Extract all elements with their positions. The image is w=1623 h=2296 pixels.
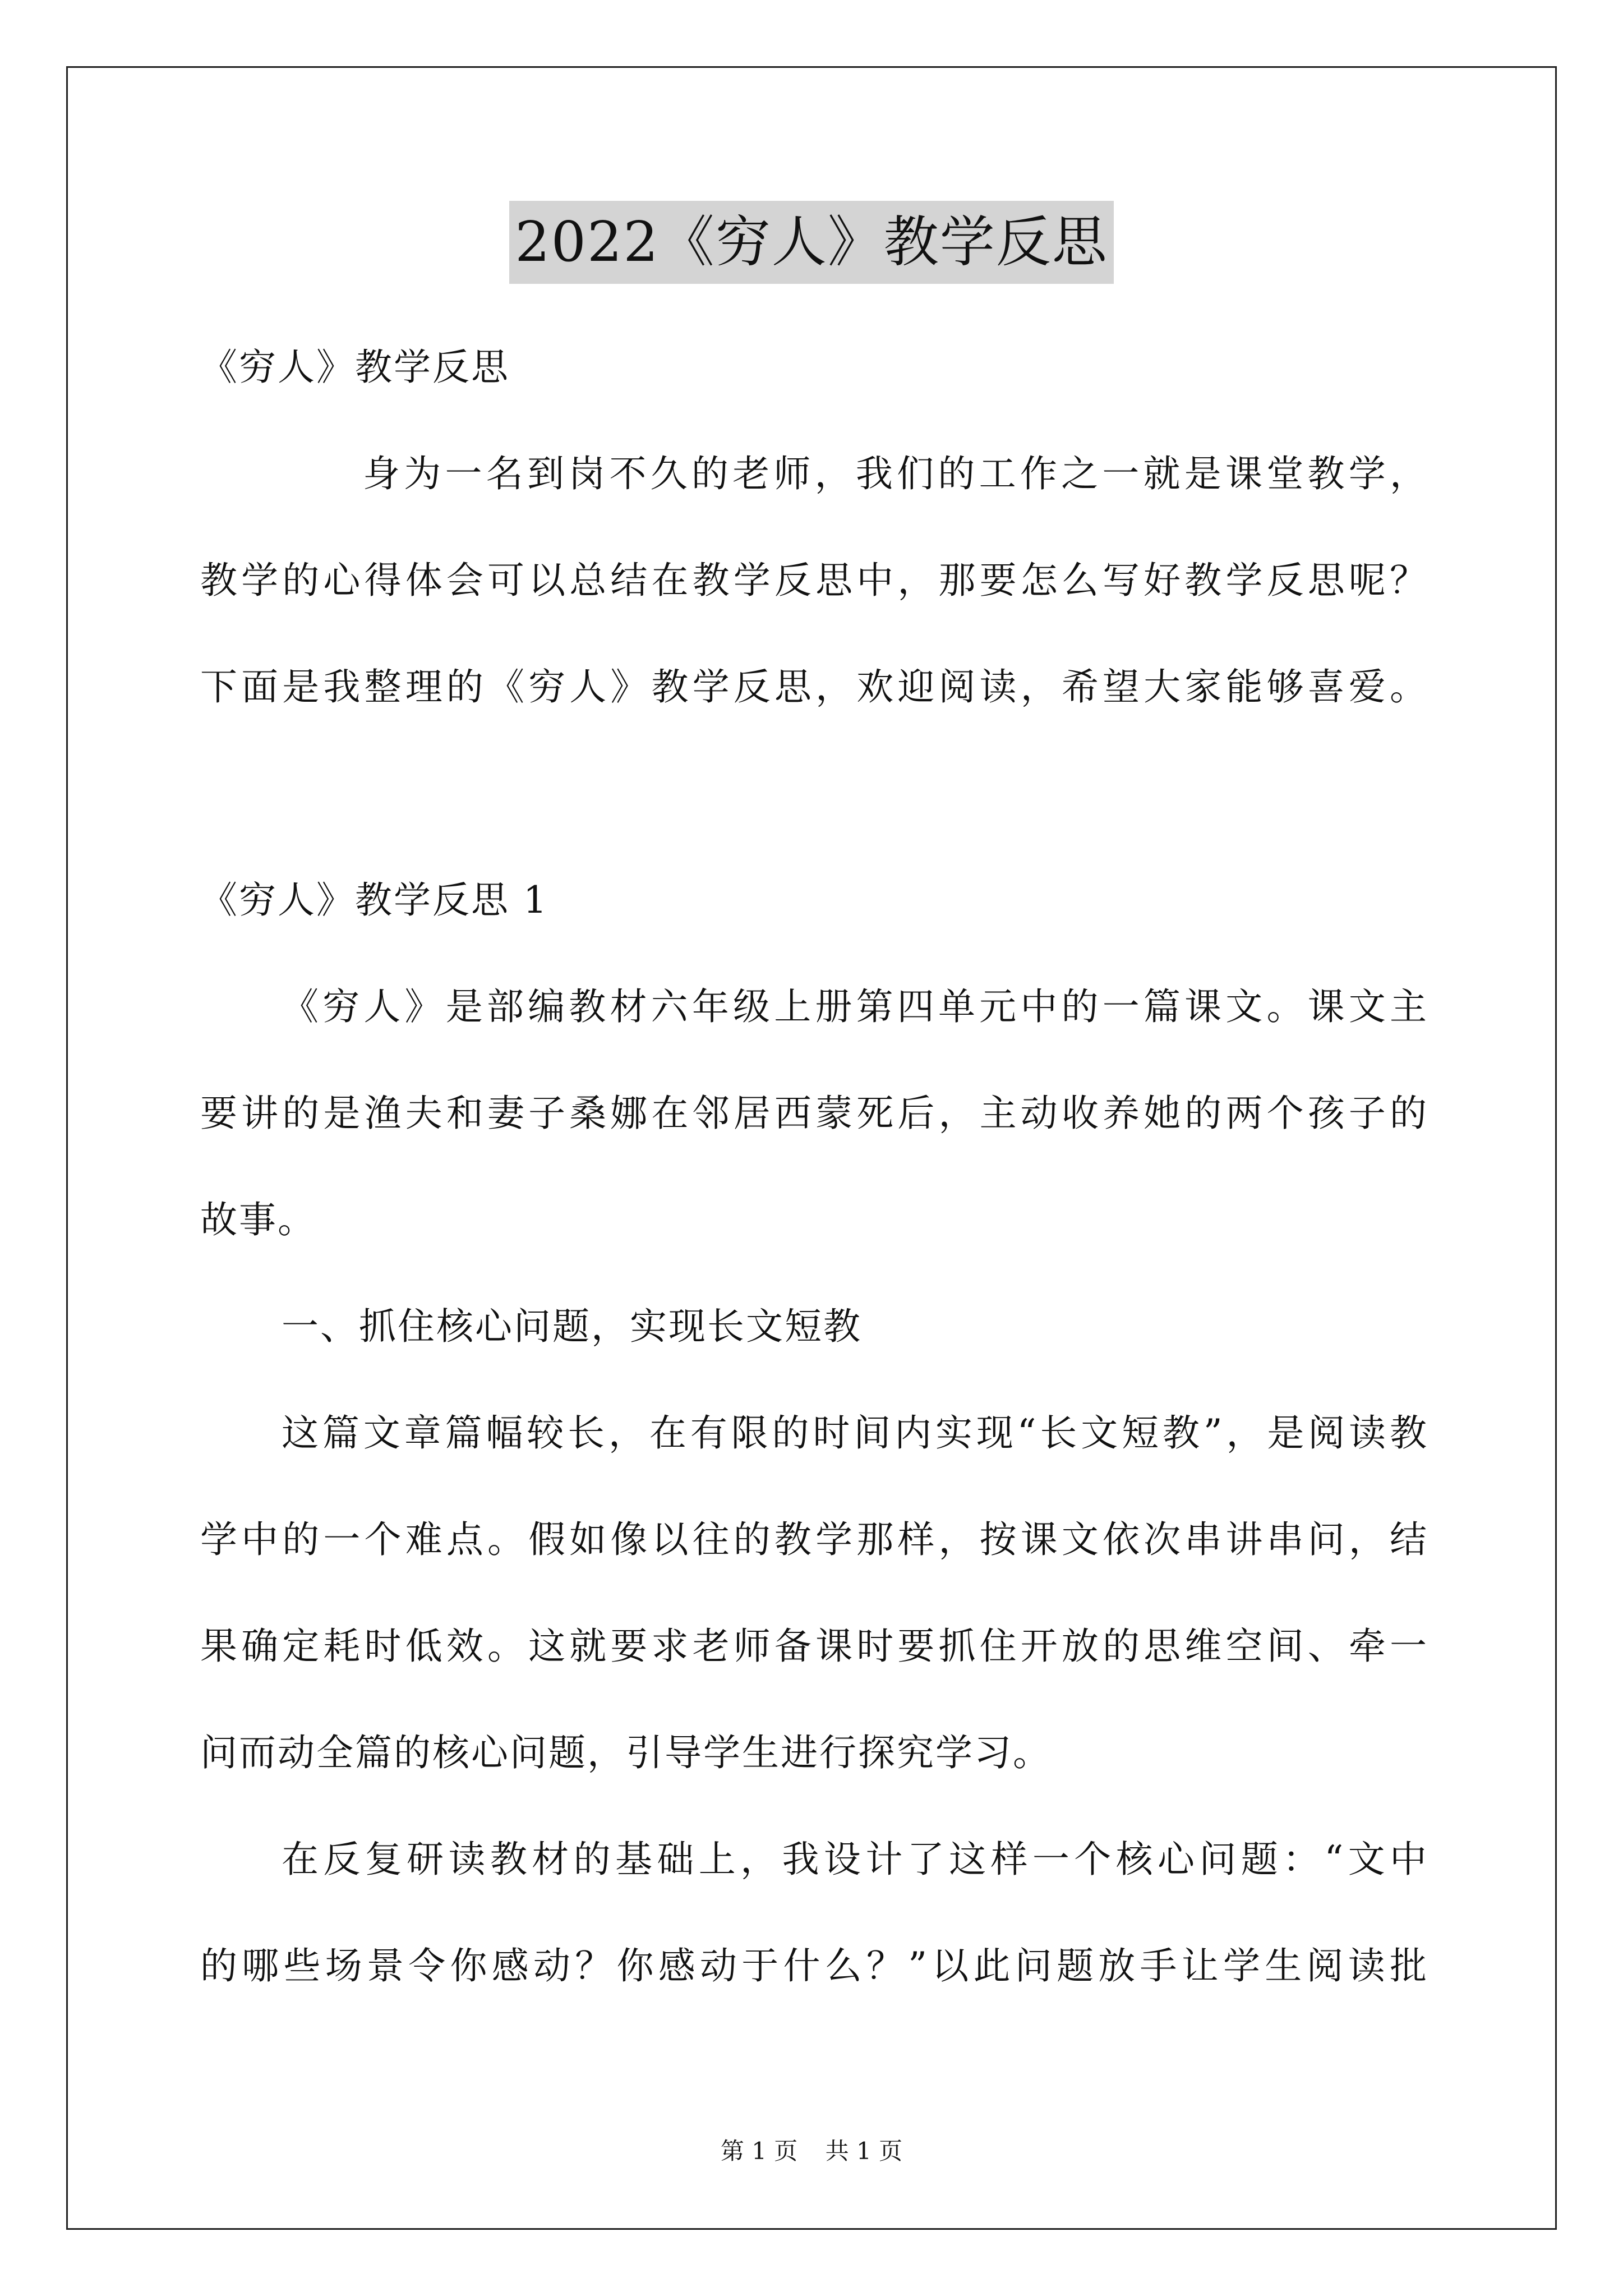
- paragraph-line: 《穷人》是部编教材六年级上册第四单元中的一篇课文。课文主: [282, 985, 1428, 1028]
- paragraph-line: 学中的一个难点。假如像以往的教学那样，按课文依次串讲串问，结: [200, 1518, 1428, 1561]
- page-number: 第 1 页: [720, 2137, 798, 2165]
- page-total: 共 1 页: [825, 2137, 903, 2165]
- paragraph-line: 故事。: [200, 1198, 316, 1241]
- document-subtitle: 《穷人》教学反思: [200, 346, 510, 389]
- paragraph-line: 的哪些场景令你感动？你感动于什么？”以此问题放手让学生阅读批: [200, 1944, 1428, 1987]
- paragraph-line: 这篇文章篇幅较长，在有限的时间内实现“长文短教”，是阅读教: [282, 1411, 1428, 1455]
- paragraph-line: 果确定耗时低效。这就要求老师备课时要抓住开放的思维空间、牵一: [200, 1625, 1428, 1668]
- document-body: [200, 314, 1428, 2019]
- paragraph-line: 要讲的是渔夫和妻子桑娜在邻居西蒙死后，主动收养她的两个孩子的: [200, 1092, 1428, 1135]
- document-title: 2022《穷人》教学反思: [509, 201, 1113, 284]
- paragraph-line: 问而动全篇的核心问题，引导学生进行探究学习。: [200, 1731, 1052, 1774]
- paragraph-line: 在反复研读教材的基础上，我设计了这样一个核心问题：“文中: [282, 1838, 1428, 1881]
- intro-line: 下面是我整理的《穷人》教学反思，欢迎阅读，希望大家能够喜爱。: [200, 665, 1428, 708]
- intro-line: 教学的心得体会可以总结在教学反思中，那要怎么写好教学反思呢？: [200, 559, 1428, 602]
- section-heading: 《穷人》教学反思 1: [200, 878, 548, 922]
- spacer: [200, 740, 1428, 847]
- title-container: [0, 201, 1623, 284]
- intro-line: 身为一名到岗不久的老师，我们的工作之一就是课堂教学，: [363, 452, 1428, 495]
- page-footer: [0, 2134, 1623, 2168]
- subheading: 一、抓住核心问题，实现长文短教: [282, 1305, 862, 1348]
